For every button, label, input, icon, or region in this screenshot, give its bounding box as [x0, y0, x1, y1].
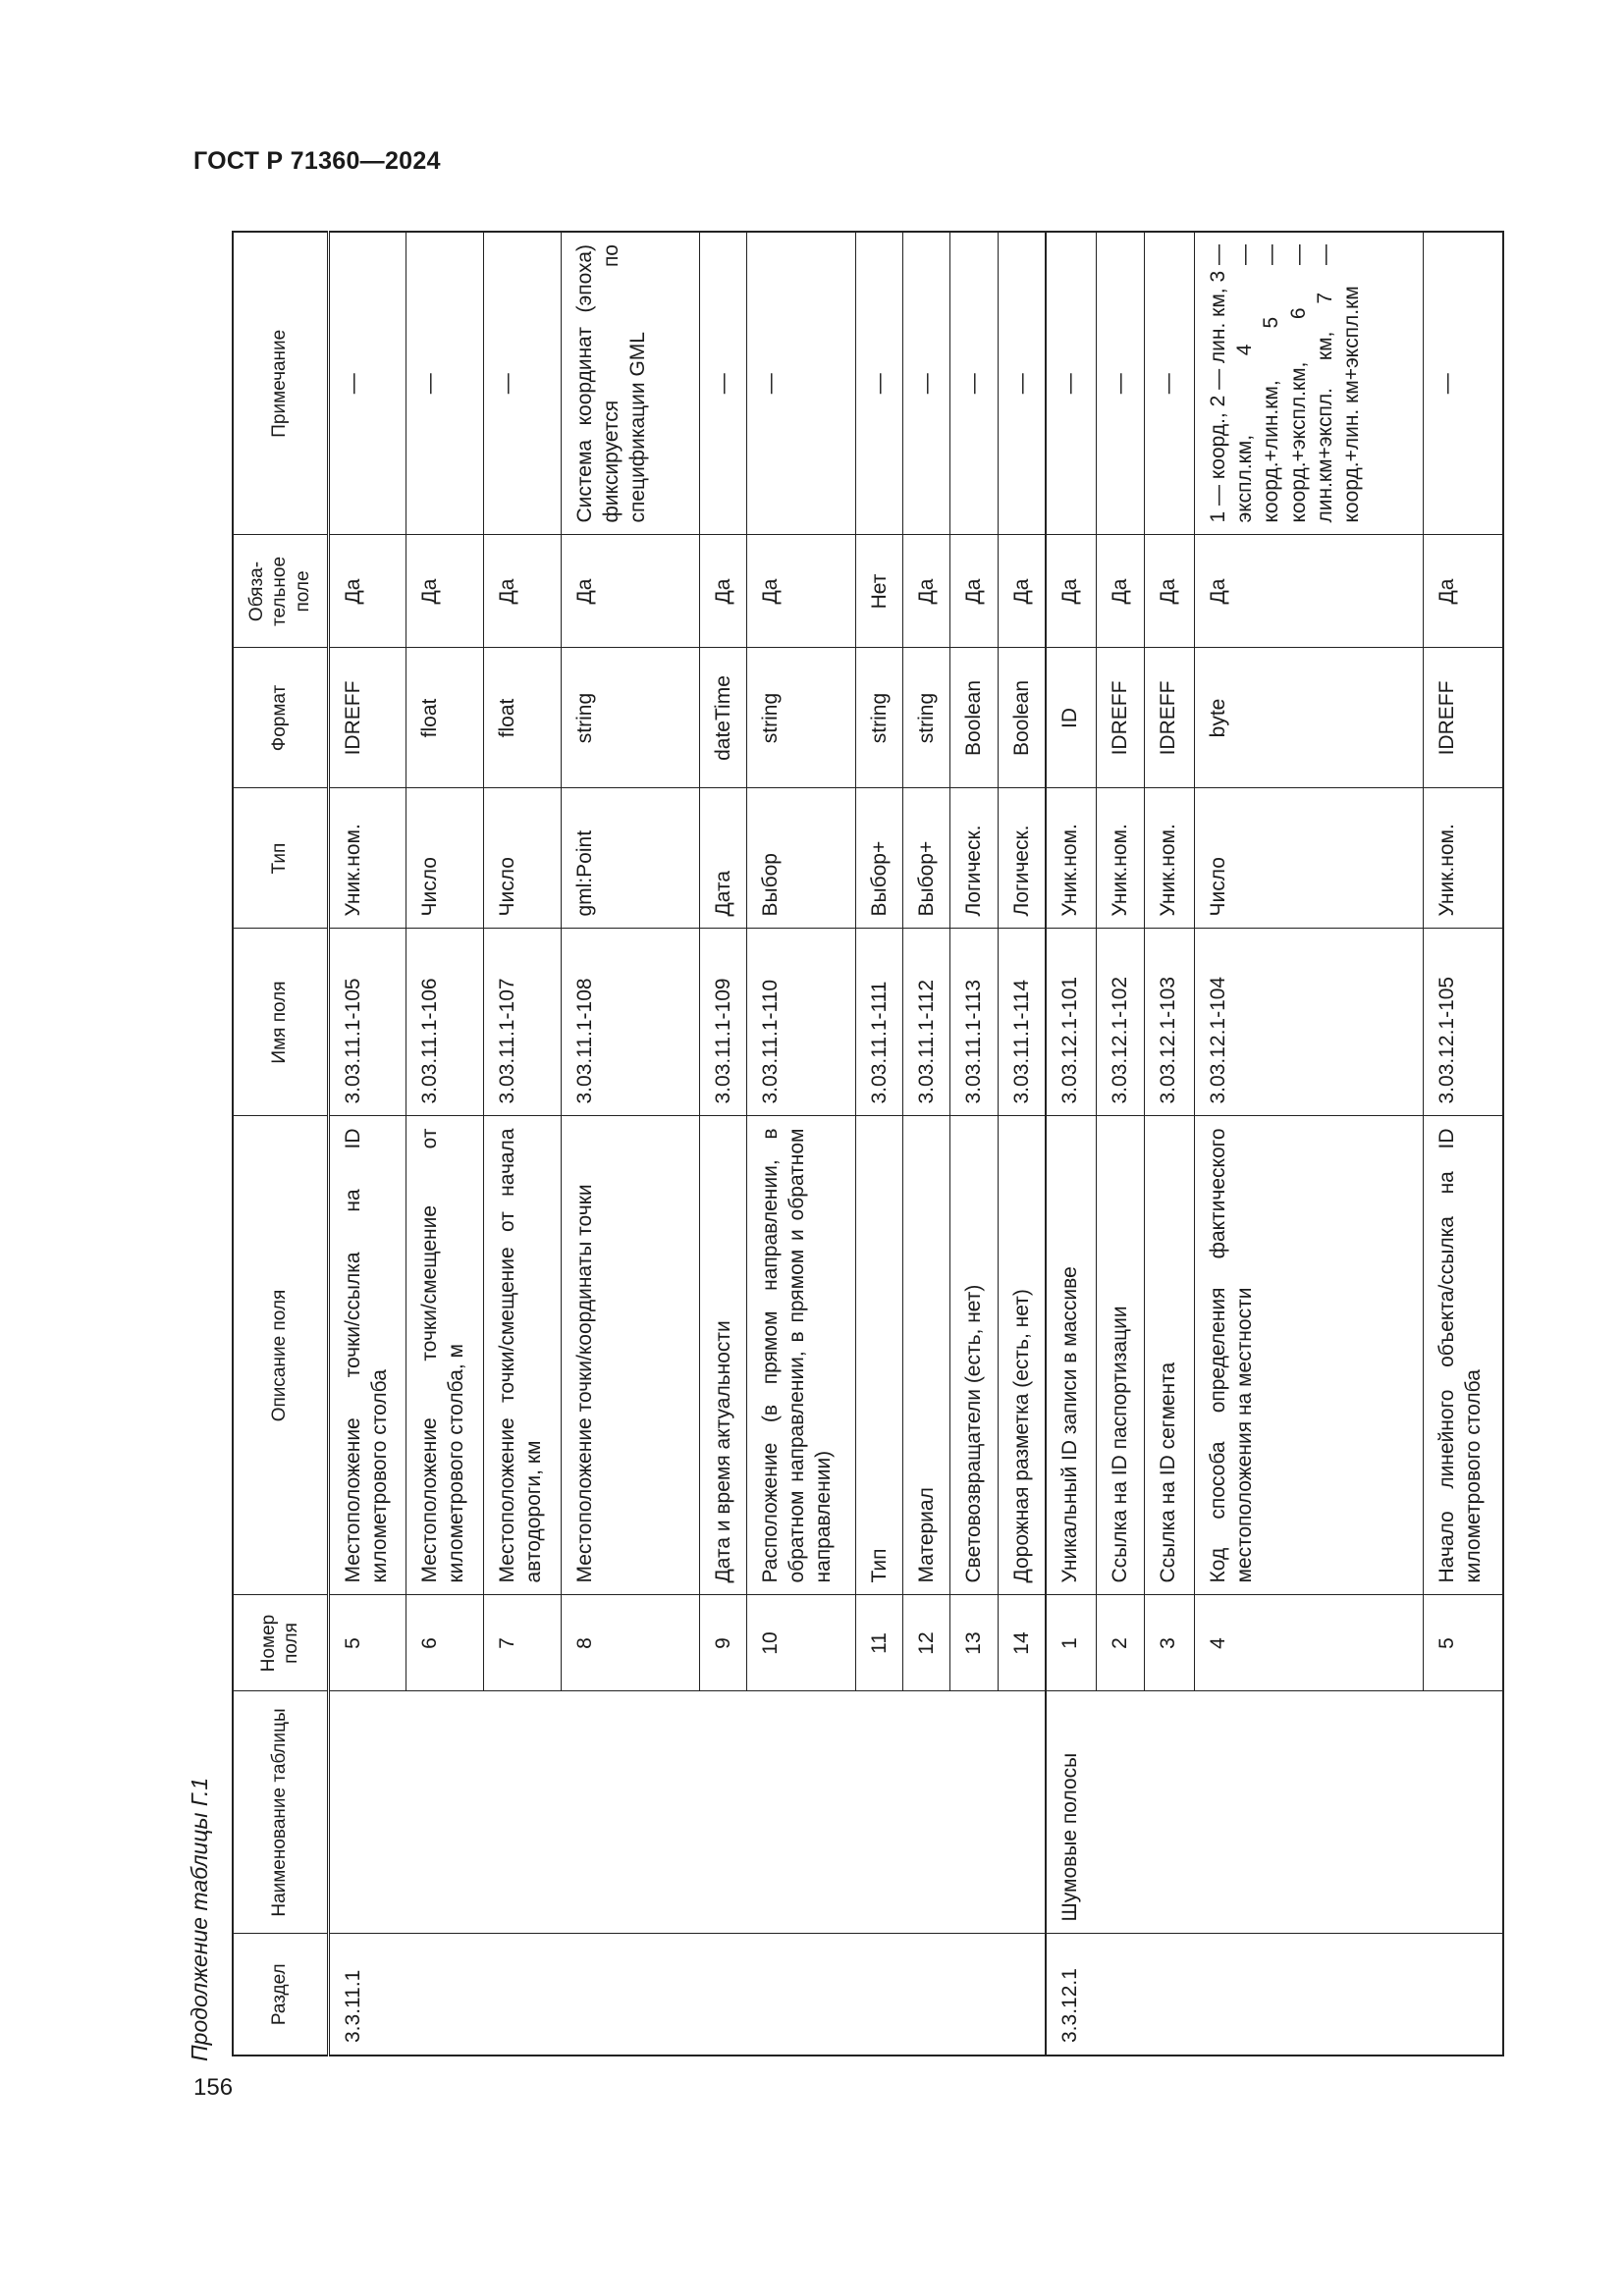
cell-required: Нет — [855, 535, 902, 648]
cell-description: Дата и время актуальности — [699, 1116, 746, 1595]
cell-required: Да — [483, 535, 561, 648]
cell-note: — — [950, 232, 998, 535]
table-continuation-caption: Продолжение таблицы Г.1 — [187, 1777, 212, 2061]
cell-note: — — [903, 232, 950, 535]
cell-section: 3.3.11.1 — [328, 1934, 1046, 2056]
cell-field-name: 3.03.11.1-113 — [950, 929, 998, 1116]
cell-required: Да — [561, 535, 699, 648]
col-header-format: Формат — [233, 648, 328, 788]
table-row — [1046, 232, 1096, 2056]
cell-type: Логическ. — [950, 788, 998, 929]
cell-section: 3.3.12.1 — [1046, 1934, 1503, 2056]
cell-type: Выбор — [746, 788, 855, 929]
document-code: ГОСТ Р 71360—2024 — [193, 147, 441, 175]
cell-type: Число — [406, 788, 483, 929]
cell-format: string — [855, 648, 902, 788]
cell-format: IDREFF — [1423, 648, 1503, 788]
cell-field-name: 3.03.11.1-110 — [746, 929, 855, 1116]
cell-field-name: 3.03.12.1-103 — [1144, 929, 1194, 1116]
cell-number: 4 — [1194, 1595, 1423, 1691]
col-header-required: Обяза-тельное поле — [233, 535, 328, 648]
cell-field-name: 3.03.12.1-105 — [1423, 929, 1503, 1116]
col-header-section: Раздел — [233, 1934, 328, 2056]
cell-number: 12 — [903, 1595, 950, 1691]
col-header-description: Описание поля — [233, 1116, 328, 1595]
cell-description: Уникальный ID записи в массиве — [1046, 1116, 1096, 1595]
cell-format: IDREFF — [328, 648, 406, 788]
cell-field-name: 3.03.11.1-109 — [699, 929, 746, 1116]
cell-field-name: 3.03.11.1-114 — [998, 929, 1046, 1116]
cell-note: 1 — коорд., 2 — лин. км, 3 — экспл.км, 4 — коорд.+лин.км, 5 — коорд.+экспл.км, 6 — лин.км+экспл. км, 7 — коорд.+лин. км+экспл.км — [1194, 232, 1423, 535]
cell-field-name: 3.03.12.1-101 — [1046, 929, 1096, 1116]
fields-table-rotated — [232, 233, 1504, 2056]
cell-description: Тип — [855, 1116, 902, 1595]
cell-number: 9 — [699, 1595, 746, 1691]
cell-number: 8 — [561, 1595, 699, 1691]
table-header-row — [233, 232, 328, 2056]
cell-number: 11 — [855, 1595, 902, 1691]
cell-type: Число — [483, 788, 561, 929]
cell-field-name: 3.03.11.1-105 — [328, 929, 406, 1116]
cell-note: — — [855, 232, 902, 535]
cell-field-name: 3.03.11.1-106 — [406, 929, 483, 1116]
cell-note: — — [746, 232, 855, 535]
cell-type: Логическ. — [998, 788, 1046, 929]
cell-format: string — [903, 648, 950, 788]
cell-type: Уник.ном. — [1144, 788, 1194, 929]
cell-format: string — [746, 648, 855, 788]
cell-description: Дорожная разметка (есть, нет) — [998, 1116, 1046, 1595]
cell-number: 10 — [746, 1595, 855, 1691]
cell-field-name: 3.03.11.1-107 — [483, 929, 561, 1116]
cell-description: Местоположение точки/смещение от километрового столба, м — [406, 1116, 483, 1595]
cell-note: — — [1423, 232, 1503, 535]
cell-note: — — [406, 232, 483, 535]
cell-field-name: 3.03.12.1-102 — [1096, 929, 1144, 1116]
cell-format: Boolean — [950, 648, 998, 788]
cell-format: IDREFF — [1096, 648, 1144, 788]
cell-format: IDREFF — [1144, 648, 1194, 788]
cell-format: ID — [1046, 648, 1096, 788]
cell-number: 6 — [406, 1595, 483, 1691]
cell-description: Код способа определения фактического местоположения на местности — [1194, 1116, 1423, 1595]
cell-description: Местоположение точки/ссылка на ID километрового столба — [328, 1116, 406, 1595]
cell-type: Выбор+ — [855, 788, 902, 929]
col-header-field-number: Номер поля — [233, 1595, 328, 1691]
cell-required: Да — [1423, 535, 1503, 648]
cell-number: 14 — [998, 1595, 1046, 1691]
cell-type: Дата — [699, 788, 746, 929]
cell-type: gml:Point — [561, 788, 699, 929]
cell-required: Да — [950, 535, 998, 648]
cell-field-name: 3.03.11.1-108 — [561, 929, 699, 1116]
cell-description: Местоположение точки/смещение от начала автодороги, км — [483, 1116, 561, 1595]
cell-number: 5 — [328, 1595, 406, 1691]
cell-type: Число — [1194, 788, 1423, 929]
cell-description: Расположение (в прямом направлении, в обратном направлении, в прямом и обратном направлении) — [746, 1116, 855, 1595]
cell-note: Система координат (эпоха) фиксируется по спецификации GML — [561, 232, 699, 535]
cell-number: 2 — [1096, 1595, 1144, 1691]
cell-note: — — [1096, 232, 1144, 535]
cell-note: — — [328, 232, 406, 535]
cell-table-name — [328, 1691, 1046, 1934]
cell-field-name: 3.03.11.1-111 — [855, 929, 902, 1116]
cell-required: Да — [1046, 535, 1096, 648]
cell-note: — — [1046, 232, 1096, 535]
page-number: 156 — [193, 2074, 234, 2101]
cell-description: Световозвращатели (есть, нет) — [950, 1116, 998, 1595]
cell-required: Да — [998, 535, 1046, 648]
cell-note: — — [1144, 232, 1194, 535]
cell-table-name: Шумовые полосы — [1046, 1691, 1503, 1934]
cell-note: — — [699, 232, 746, 535]
cell-required: Да — [903, 535, 950, 648]
cell-required: Да — [699, 535, 746, 648]
cell-field-name: 3.03.11.1-112 — [903, 929, 950, 1116]
cell-required: Да — [328, 535, 406, 648]
cell-note: — — [483, 232, 561, 535]
cell-number: 5 — [1423, 1595, 1503, 1691]
cell-note: — — [998, 232, 1046, 535]
cell-type: Выбор+ — [903, 788, 950, 929]
cell-field-name: 3.03.12.1-104 — [1194, 929, 1423, 1116]
cell-required: Да — [746, 535, 855, 648]
cell-number: 7 — [483, 1595, 561, 1691]
cell-description: Начало линейного объекта/ссылка на ID километрового столба — [1423, 1116, 1503, 1595]
cell-format: byte — [1194, 648, 1423, 788]
cell-format: float — [406, 648, 483, 788]
cell-number: 3 — [1144, 1595, 1194, 1691]
cell-format: string — [561, 648, 699, 788]
fields-table — [232, 231, 1504, 2056]
table-row — [328, 232, 406, 2056]
cell-format: Boolean — [998, 648, 1046, 788]
cell-format: dateTime — [699, 648, 746, 788]
cell-number: 1 — [1046, 1595, 1096, 1691]
cell-required: Да — [1144, 535, 1194, 648]
cell-type: Уник.ном. — [1423, 788, 1503, 929]
cell-description: Ссылка на ID сегмента — [1144, 1116, 1194, 1595]
col-header-type: Тип — [233, 788, 328, 929]
cell-required: Да — [1096, 535, 1144, 648]
cell-required: Да — [406, 535, 483, 648]
col-header-field-name: Имя поля — [233, 929, 328, 1116]
cell-description: Материал — [903, 1116, 950, 1595]
cell-type: Уник.ном. — [1096, 788, 1144, 929]
cell-required: Да — [1194, 535, 1423, 648]
cell-format: float — [483, 648, 561, 788]
col-header-table-name: Наименование таблицы — [233, 1691, 328, 1934]
cell-description: Местоположение точки/координаты точки — [561, 1116, 699, 1595]
cell-number: 13 — [950, 1595, 998, 1691]
col-header-note: Примечание — [233, 232, 328, 535]
cell-description: Ссылка на ID паспортизации — [1096, 1116, 1144, 1595]
cell-type: Уник.ном. — [328, 788, 406, 929]
cell-type: Уник.ном. — [1046, 788, 1096, 929]
